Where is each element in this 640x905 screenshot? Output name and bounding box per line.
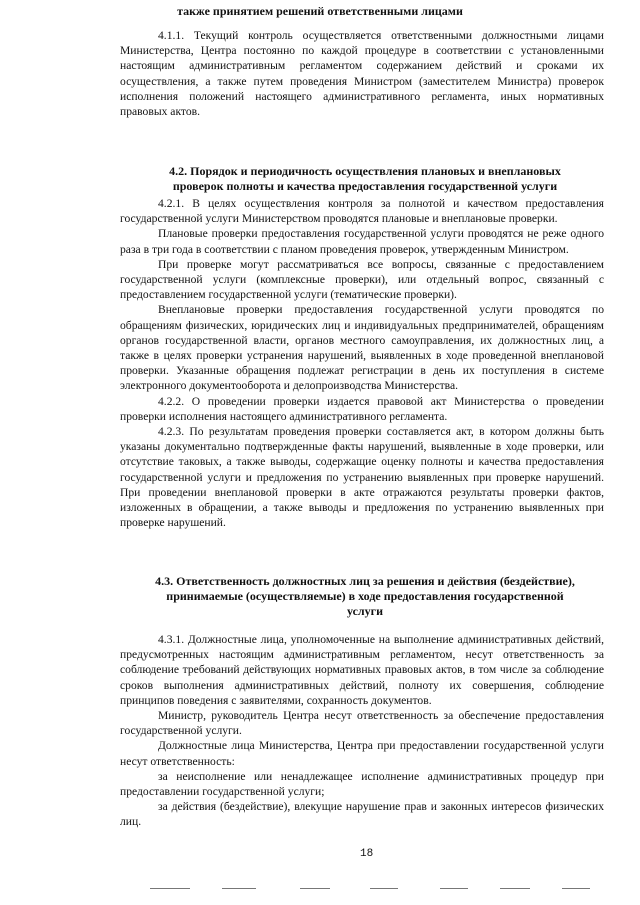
- footer-rule: [300, 888, 330, 889]
- footer-rule: [562, 888, 590, 889]
- footer-rule: [440, 888, 468, 889]
- paragraph-4-1-1: 4.1.1. Текущий контроль осуществляется ответственными должностными лицами Министерства, Центра постоянно по каждой процедуре в соответствии с установленными настоящим административным регламентом содержанием действий и сроками их осуществления, а также путем проведения Министром (заместителем Министра) проверок исполнения положений настоящего административного регламента, иных нормативных правовых актов.: [120, 29, 604, 119]
- footer-rule: [370, 888, 398, 889]
- paragraph-4-2-1: 4.2.1. В целях осуществления контроля за полнотой и качеством предоставления государственной услуги Министерством проводятся плановые и внеплановые проверки.: [120, 197, 604, 226]
- section-4-2-title: 4.2. Порядок и периодичность осуществления плановых и внеплановых проверок полноты и качества предоставления государственной услуги: [169, 164, 561, 193]
- footer-rule: [500, 888, 530, 889]
- section-4-3-title: 4.3. Ответственность должностных лиц за решения и действия (бездействие), принимаемые (осуществляемые) в ходе предоставления государственной услуги: [155, 574, 575, 618]
- paragraph-improper-execution: за неисполнение или ненадлежащее исполнение административных процедур при предоставлении государственной услуги;: [120, 769, 604, 799]
- paragraph-rights-violation: за действия (бездействие), влекущие нарушение прав и законных интересов физических лиц.: [120, 800, 604, 829]
- paragraph-4-2-3: 4.2.3. По результатам проведения проверки составляется акт, в котором должны быть указаны документально подтвержденные факты нарушений, выявленные в ходе проверки, или отсутствие таковых, а также выводы, содержащие оценку полноты и качества предоставления государственной услуги и предложения по устранению выявленных при проверке нарушений. При проведении внеплановой проверки в акте отражаются результаты проверки фактов, изложенных в обращении, а также выводы и предложения по устранению выявленных при проверке нарушений.: [120, 425, 604, 530]
- continued-heading: также принятием решений ответственными лицами: [177, 4, 463, 18]
- page-number: 18: [360, 848, 374, 860]
- paragraph-4-2-2: 4.2.2. О проведении проверки издается правовой акт Министерства о проведении проверки исполнения настоящего административного регламента.: [120, 394, 604, 423]
- footer-rule: [150, 888, 190, 889]
- paragraph-4-3-1: 4.3.1. Должностные лица, уполномоченные на выполнение административных действий, предусмотренных настоящим административным регламентом, несут ответственность за соблюдение требований действующих нормативных правовых актов, в том числе за соблюдение сроков выполнения административных действий, полноту их совершения, соблюдение принципов поведения с заявителями, сохранность документов.: [120, 633, 604, 707]
- section-4-2-body: [120, 196, 604, 530]
- paragraph-minister-responsibility: Министр, руководитель Центра несут ответственность за обеспечение предоставления государственной услуги.: [120, 709, 604, 738]
- paragraph-officials-responsibility: Должностные лица Министерства, Центра при предоставлении государственной услуги несут ответственность:: [120, 739, 604, 768]
- paragraph-planned-checks: Плановые проверки предоставления государственной услуги проводятся не реже одного раза в три года в соответствии с планом проведения проверок, утвержденным Министром.: [120, 227, 604, 256]
- paragraph-unplanned-checks: Внеплановые проверки предоставления государственной услуги проводятся по обращениям физических, юридических лиц и индивидуальных предпринимателей, обращениям органов государственной власти, органов местного самоуправления, их должностных лиц, а также в целях проверки устранения нарушений, выявленных в ходе проведенной внеплановой проверки. Указанные обращения подлежат регистрации в день их поступления в системе электронного документооборота и делопроизводства Министерства.: [120, 303, 604, 393]
- footer-rule: [222, 888, 256, 889]
- section-4-3-body: [120, 632, 604, 830]
- paragraph-check-questions: При проверке могут рассматриваться все вопросы, связанные с предоставлением государственной услуги (комплексные проверки), или отдельный вопрос, связанный с предоставлением государственной услуги (тематические проверки).: [120, 257, 604, 302]
- clause-4-1-1: [120, 28, 604, 119]
